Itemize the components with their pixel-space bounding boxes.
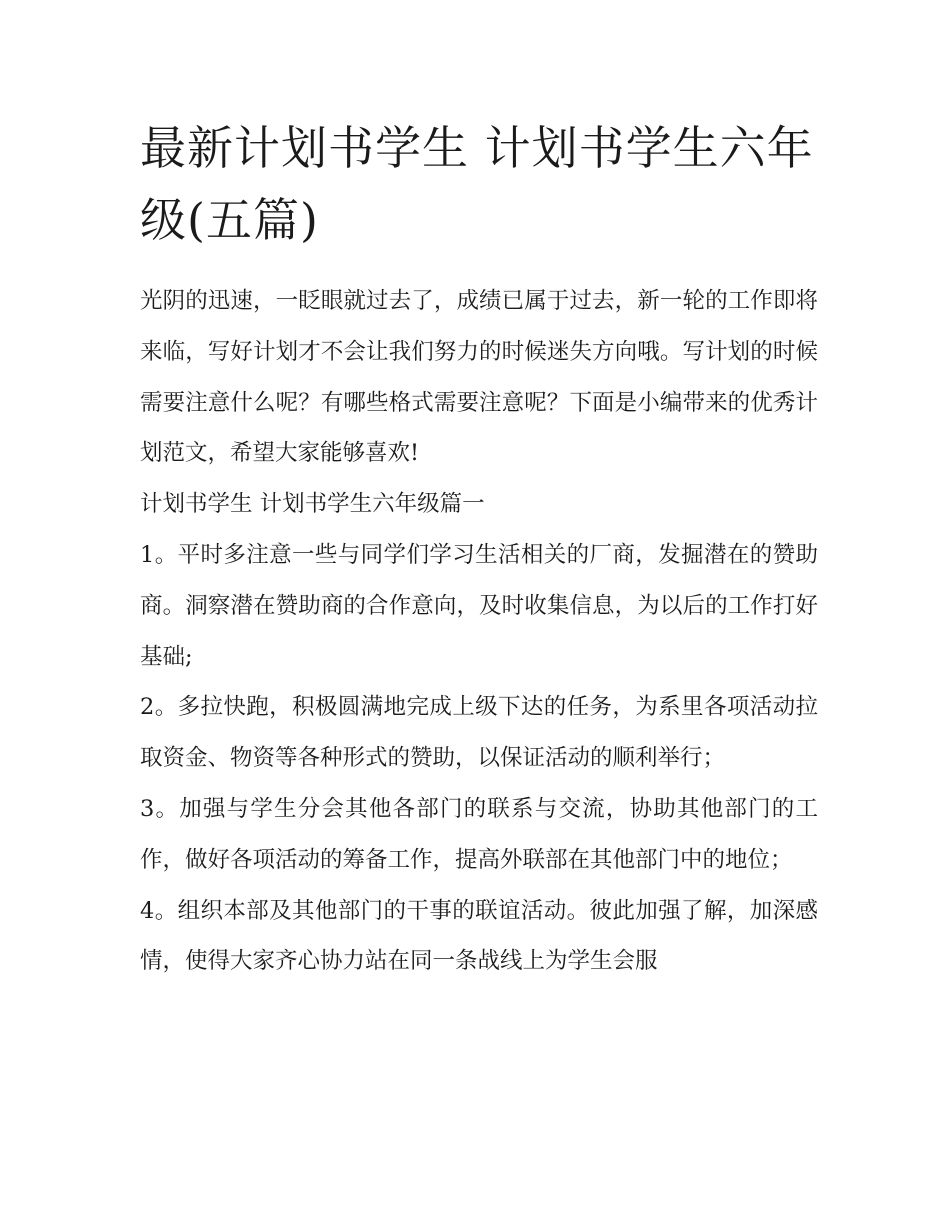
document-title: 最新计划书学生 计划书学生六年级(五篇) [140,121,814,247]
list-item-3: 3。加强与学生分会其他各部门的联系与交流，协助其他部门的工作，做好各项活动的筹备工作，提高外联部在其他部门中的地位； [140,795,818,873]
list-item-2: 2。多拉快跑，积极圆满地完成上级下达的任务，为系里各项活动拉取资金、物资等各种形式的赞助，以保证活动的顺利举行； [140,694,818,772]
list-item-4: 4。组织本部及其他部门的干事的联谊活动。彼此加强了解，加深感情，使得大家齐心协力站在同一条战线上为学生会服 [140,897,818,975]
document-body [140,276,818,987]
section-heading: 计划书学生 计划书学生六年级篇一 [140,491,485,518]
intro-paragraph: 光阴的迅速，一眨眼就过去了，成绩已属于过去，新一轮的工作即将来临，写好计划才不会让我们努力的时候迷失方向哦。写计划的时候需要注意什么呢？有哪些格式需要注意呢？下面是小编带来的优秀计划范文，希望大家能够喜欢! [140,288,818,467]
list-item-1: 1。平时多注意一些与同学们学习生活相关的厂商，发掘潜在的赞助商。洞察潜在赞助商的合作意向，及时收集信息，为以后的工作打好基础; [140,541,818,670]
